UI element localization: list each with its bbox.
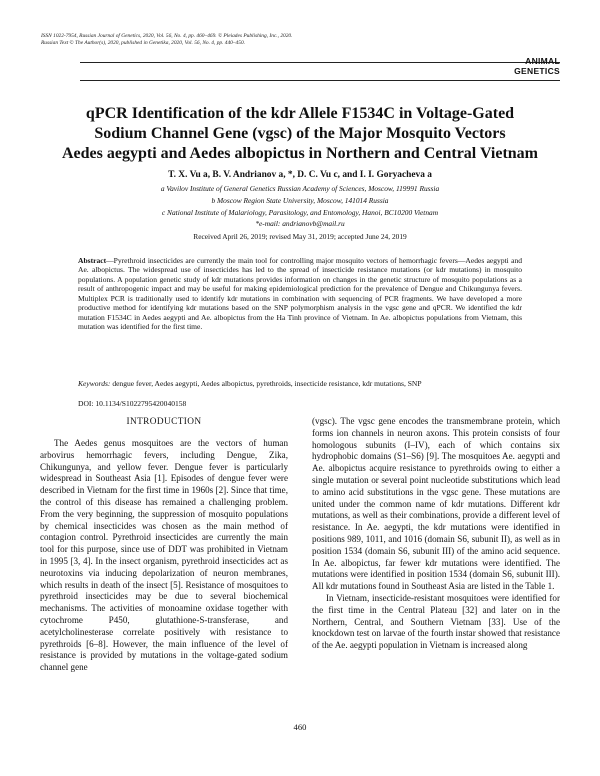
- abstract-label: Abstract: [78, 256, 107, 265]
- keywords-label: Keywords:: [78, 379, 111, 388]
- page-number: 460: [293, 722, 307, 732]
- received-dates: Received April 26, 2019; revised May 31, 2019; accepted June 24, 2019: [193, 232, 407, 241]
- abstract-text: [78, 256, 522, 332]
- intro-paragraph-3: In Vietnam, insecticide-resistant mosquitoes were identified for the first time in the Central Plateau [32] and later on in the Northern, Central, and Southern Vietnam [33]. Use of the knockdown test on larvae of the fourth instar showed that resistance of the Ae. aegypti population in Vietnam is increased along: [312, 592, 560, 651]
- section-label: [440, 56, 560, 76]
- keywords: [78, 379, 522, 388]
- corresponding-email[interactable]: *e-mail: andrianovb@mail.ru: [255, 219, 345, 228]
- affiliation-a: a Vavilov Institute of General Genetics Russian Academy of Sciences, Moscow, 119991 Russia: [160, 184, 440, 193]
- header-rule-bottom: [80, 80, 560, 81]
- left-column: [40, 438, 288, 674]
- title-line-3: Aedes aegypti and Aedes albopictus in Northern and Central Vietnam: [61, 145, 539, 162]
- publication-line-2: Russian Text © The Author(s), 2020, published in Genetika, 2020, Vol. 56, No. 4, pp. 440–450.: [41, 40, 245, 46]
- author-list: T. X. Vu a, B. V. Andrianov a, *, D. C. Vu c, and I. I. Goryacheva a: [168, 170, 432, 180]
- article-title: [40, 104, 560, 164]
- abstract-body: —Pyrethroid insecticides are currently the main tool for controlling major mosquito vectors of hemorrhagic fevers—Aedes aegypti and Ae. albopictus. The widespread use of insecticides has led to the spread of insecticide resistance mutations (or kdr mutations) in mosquito populations. A population genetic study of kdr mutations provides information on changes in the genetic structure of mosquito populations as a result of anthropogenic impact and may be useful for making epidemiological prediction for the prevalence of Dengue and Chikungunya fevers. Multiplex PCR is traditionally used to identify kdr mutations in combination with sequencing of PCR fragments. We have developed a more productive method for identifying kdr mutations based on the SNP polymorphism analysis in the vgsc gene and qPCR. We identified the kdr mutation F1534C in Aedes aegypti and Ae. albopictus from the Ha Tinh province of Vietnam. In Ae. albopictus populations from Vietnam, this mutation was identified for the first time.: [78, 256, 522, 332]
- right-column: [312, 416, 560, 652]
- affiliation-b: b Moscow Region State University, Moscow, 141014 Russia: [211, 196, 389, 205]
- title-line-2: Sodium Channel Gene (vgsc) of the Major Mosquito Vectors: [94, 125, 506, 142]
- intro-paragraph-2: (vgsc). The vgsc gene encodes the transmembrane protein, which forms ion channels in neuron axons. This protein consists of four homologous subunits (I–IV), each of which contains six hydrophobic domains (S1–S6) [9]. The mosquitoes Ae. aegypti and Ae. albopictus acquire resistance to pyrethroids owing to either a single mutation or several point nucleotide substitutions which lead to amino acid substitutions in the vgsc gene. These mutations are united under the common name of kdr mutations. Different kdr mutations, as well as their combinations, provide a different level of resistance. In Ae. aegypti, the kdr mutations were identified in positions 989, 1011, and 1016 (domain S6, subunit II), as well as in position 1534 (domain S6, subunit III) of the amino acid sequence. In Ae. albopictus, far fewer kdr mutations were identified. The mutations were identified in position 1534 (domain S6, subunit III). All kdr mutations found in Southeast Asia are listed in the Table 1.: [312, 416, 560, 592]
- section-label-line-2: GENETICS: [514, 66, 560, 76]
- abstract: [78, 256, 522, 332]
- keywords-text: dengue fever, Aedes aegypti, Aedes albopictus, pyrethroids, insecticide resistance, kdr mutations, SNP: [112, 379, 422, 388]
- publication-line-1: ISSN 1022-7954, Russian Journal of Genetics, 2020, Vol. 56, No. 4, pp. 460–469. © Pleiades Publishing, Inc., 2020.: [41, 33, 293, 39]
- introduction-heading: INTRODUCTION: [126, 417, 202, 427]
- intro-paragraph-1: The Aedes genus mosquitoes are the vectors of human arbovirus hemorrhagic fevers, including Dengue, Zika, Chikungunya, and yellow fever. Dengue fever is particularly widespread in Southeast Asia [1]. Episodes of dengue fever were described in Vietnam for the first time in 1960s [2]. Since that time, the control of this disease has remained a challenging problem. From the very beginning, the suppression of mosquito populations by chemical insecticides was chosen as the main method of contagion control. Pyrethroid insecticides are currently the main tool for this purpose, since use of DDT was prohibited in Vietnam in 1995 [3, 4]. In the insect organism, pyrethroid insecticides act as neurotoxins via inducing depolarization of neuron membranes, which results in death of the insect [5]. Resistance of mosquitoes to pyrethroid insecticides may be due to several biochemical mechanisms. The activities of monoamine oxidase together with cytochrome P450, glutathione-S-transferase, and acetylcholinesterase correlate positively with resistance to pyrethroids [6–8]. However, the main influence of the level of resistance is provided by mutations in the voltage-gated sodium channel gene: [40, 438, 288, 673]
- affiliation-c: c National Institute of Malariology, Parasitology, and Entomology, Hanoi, BC10200 Vietnam: [161, 208, 439, 217]
- title-line-1: qPCR Identification of the kdr Allele F1534C in Voltage-Gated: [85, 105, 515, 122]
- doi[interactable]: DOI: 10.1134/S1022795420040158: [78, 399, 187, 408]
- section-label-line-1: ANIMAL: [525, 56, 560, 66]
